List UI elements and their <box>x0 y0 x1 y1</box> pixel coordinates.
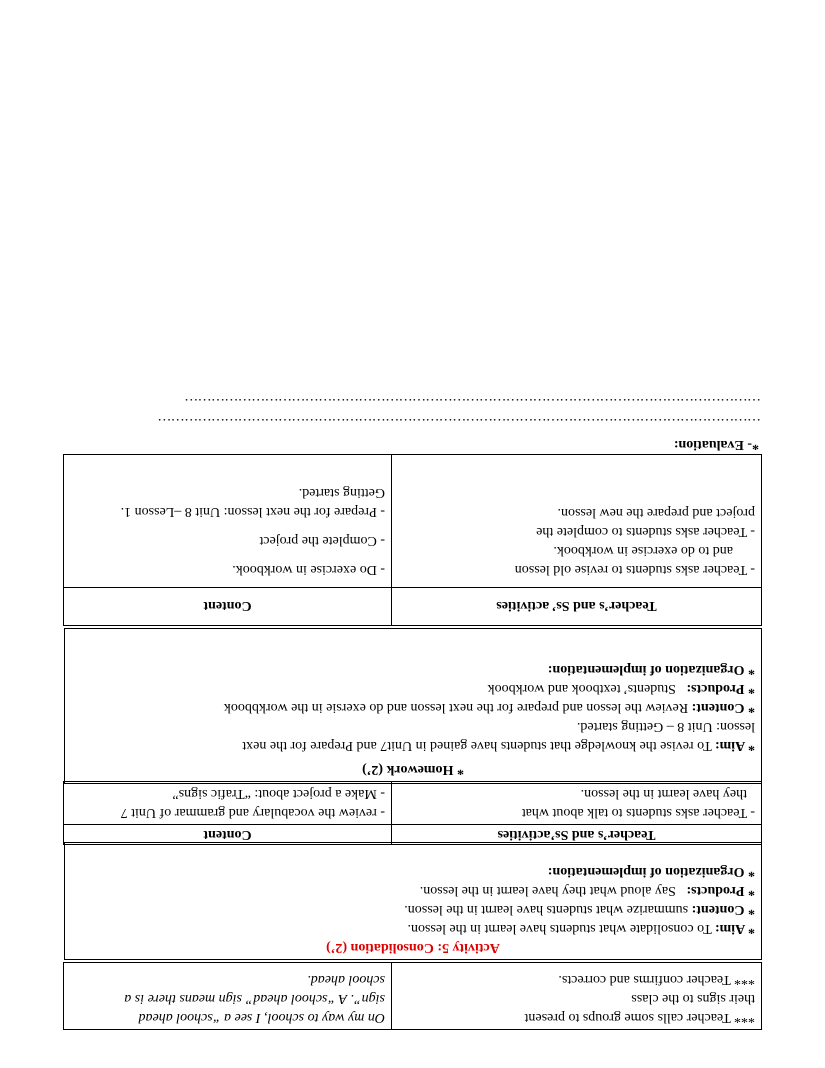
table-row <box>64 963 762 1030</box>
text-line: *** Teacher calls some groups to present <box>524 1010 755 1025</box>
text-line: and to do exercise in workbook. <box>553 543 733 558</box>
teacher-activities-cell <box>392 963 762 1030</box>
activity4-table <box>63 962 762 1030</box>
text-line: - Complete the project <box>259 533 385 548</box>
column-header: Content <box>64 588 392 626</box>
homework-products: * Products: Students’ textbook and workbook <box>487 681 755 696</box>
homework-table <box>63 454 762 626</box>
text-line: On my way to school, I see a “school ahead <box>138 1010 385 1025</box>
text-line: their signs to the class <box>631 991 755 1006</box>
homework-content: * Content: Review the lesson and prepare for the next lesson and do exersie in the workbbook <box>223 700 755 715</box>
activity5-table <box>63 781 762 845</box>
text-line: they have learnt in the lesson. <box>580 786 747 801</box>
teacher-activities-cell <box>392 782 762 825</box>
text-line: Getting started. <box>298 485 385 500</box>
activity5-title: Activity 5: Consolidation (2’) <box>326 940 500 955</box>
table-header-row <box>64 825 762 845</box>
activity5-box <box>64 842 762 960</box>
table-row <box>64 455 762 588</box>
homework-aim: * Aim: To revise the knowledge that students have gained in Unit7 and Prepare for the next <box>242 738 755 753</box>
content-cell <box>64 963 392 1030</box>
text-line: *** Teacher confirms and corrects. <box>558 972 755 987</box>
column-header: Teacher’s and Ss’activities <box>392 825 762 845</box>
content-cell <box>64 782 392 825</box>
text-line: - Prepare for the next lesson: Unit 8 –Lesson 1. <box>120 504 385 519</box>
text-line: - review the vocabulary and grammar of Unit 7 <box>120 805 385 820</box>
evaluation-label: *- Evaluation: <box>673 437 759 452</box>
evaluation-dots-1: ……………………………………………………………………………………………………………………… <box>157 415 761 430</box>
evaluation-dots-2: ………………………………………………………………………………………………………………… <box>184 395 761 410</box>
text-line: - Teacher asks students to complete the <box>536 524 755 539</box>
text-line: - Make a project about: “Trafic signs” <box>172 786 385 801</box>
text-line: - Do exercise in workbook. <box>232 562 385 577</box>
text-line: - Teacher asks students to revise old lesson <box>514 562 755 577</box>
content-cell <box>64 455 392 588</box>
column-header: Teacher’s and Ss’ activities <box>392 588 762 626</box>
homework-title: * Homework (2’) <box>362 762 464 777</box>
activity5-aim: * Aim: To consolidate what students have learnt in the lesson. <box>407 921 755 936</box>
homework-organization: * Organization of implementation: <box>547 662 755 677</box>
activity5-products: * Products: Say aloud what they have learnt in the lesson. <box>419 883 755 898</box>
column-header: Content <box>64 825 392 845</box>
text-line: sign”. A “school ahead” sign means there is a <box>124 991 385 1006</box>
text-line: project and prepare the new lesson. <box>557 505 755 520</box>
text-line: school ahead. <box>307 972 385 987</box>
activity5-organization: * Organization of implementation: <box>547 864 755 879</box>
table-row <box>64 782 762 825</box>
text-line: - Teacher asks students to talk about what <box>521 805 755 820</box>
activity5-content: * Content: summarize what students have learnt in the lesson. <box>404 902 755 917</box>
homework-aim-continued: lesson: Unit 8 – Getting started. <box>576 719 755 734</box>
homework-box <box>64 628 762 784</box>
teacher-activities-cell <box>392 455 762 588</box>
table-header-row <box>64 588 762 626</box>
